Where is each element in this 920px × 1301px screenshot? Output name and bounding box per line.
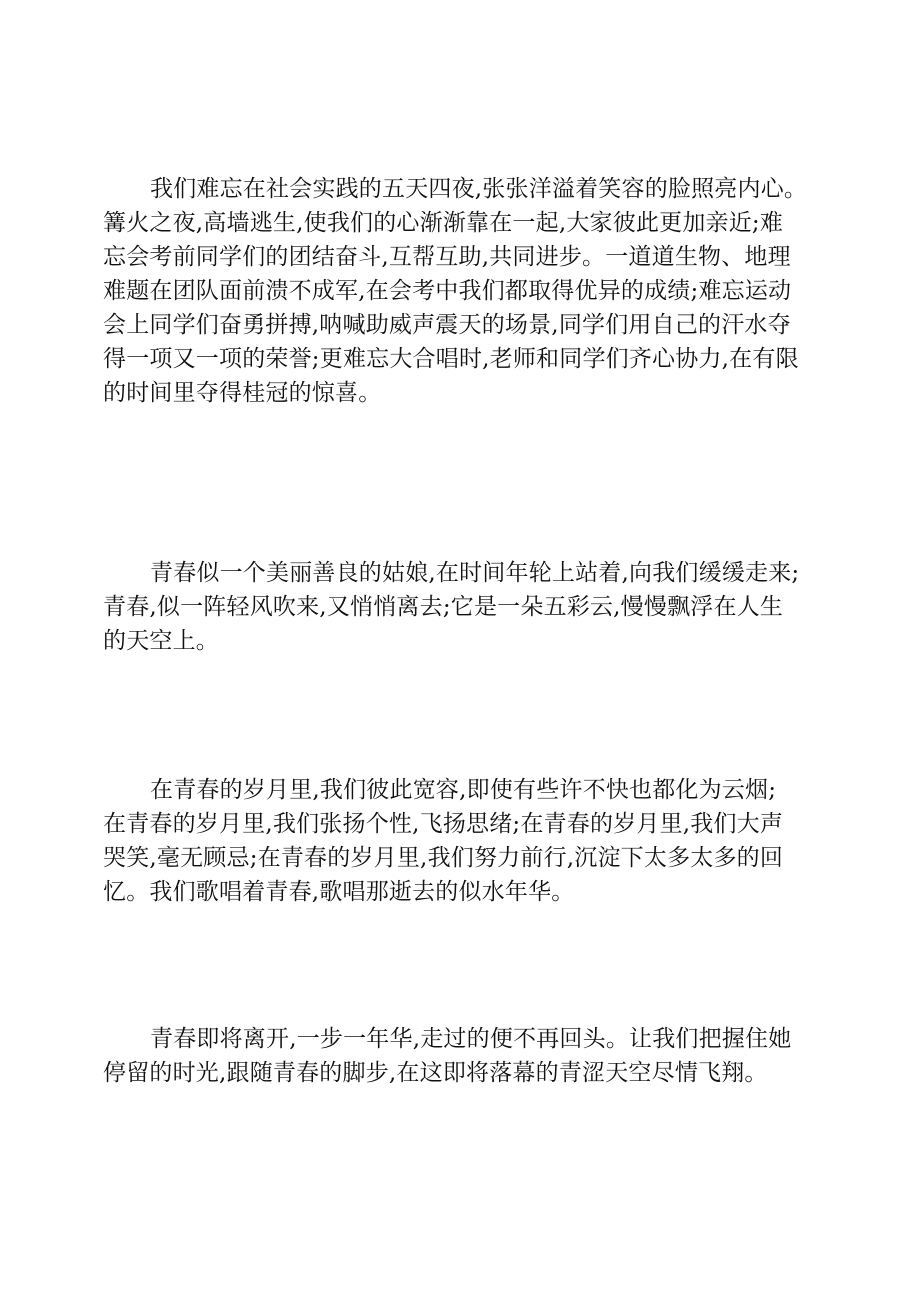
paragraph-line: 在青春的岁月里,我们张扬个性,飞扬思绪;在青春的岁月里,我们大声 bbox=[103, 811, 784, 837]
paragraph-line: 青春似一个美丽善良的姑娘,在时间年轮上站着,向我们缓缓走来; bbox=[150, 560, 800, 586]
paragraph-line: 在青春的岁月里,我们彼此宽容,即使有些许不快也都化为云烟; bbox=[150, 777, 777, 803]
paragraph-line: 篝火之夜,高墙逃生,使我们的心渐渐靠在一起,大家彼此更加亲近;难 bbox=[103, 210, 784, 236]
paragraph-line: 停留的时光,跟随青春的脚步,在这即将落幕的青涩天空尽情飞翔。 bbox=[103, 1060, 768, 1086]
paragraph-social-practice bbox=[103, 172, 823, 410]
paragraph-line: 会上同学们奋勇拼搏,呐喊助威声震天的场景,同学们用自己的汗水夺 bbox=[103, 312, 791, 338]
paragraph-line: 的天空上。 bbox=[103, 628, 219, 654]
paragraph-youth-years bbox=[103, 773, 823, 909]
paragraph-youth-leaving bbox=[103, 1022, 823, 1090]
paragraph-line: 的时间里夺得桂冠的惊喜。 bbox=[103, 380, 382, 406]
paragraph-line: 难题在团队面前溃不成军,在会考中我们都取得优异的成绩;难忘运动 bbox=[103, 278, 792, 304]
paragraph-line: 得一项又一项的荣誉;更难忘大合唱时,老师和同学们齐心协力,在有限 bbox=[103, 346, 799, 372]
paragraph-line: 我们难忘在社会实践的五天四夜,张张洋溢着笑容的脸照亮内心。 bbox=[150, 176, 808, 202]
paragraph-line: 青春,似一阵轻风吹来,又悄悄离去;它是一朵五彩云,慢慢飘浮在人生 bbox=[103, 594, 784, 620]
paragraph-line: 忆。我们歌唱着青春,歌唱那逝去的似水年华。 bbox=[103, 879, 575, 905]
paragraph-line: 哭笑,毫无顾忌;在青春的岁月里,我们努力前行,沉淀下太多太多的回 bbox=[103, 845, 784, 871]
paragraph-line: 青春即将离开,一步一年华,走过的便不再回头。让我们把握住她 bbox=[150, 1026, 792, 1052]
paragraph-youth-like-girl bbox=[103, 556, 823, 658]
paragraph-line: 忘会考前同学们的团结奋斗,互帮互助,共同进步。一道道生物、地理 bbox=[103, 244, 791, 270]
